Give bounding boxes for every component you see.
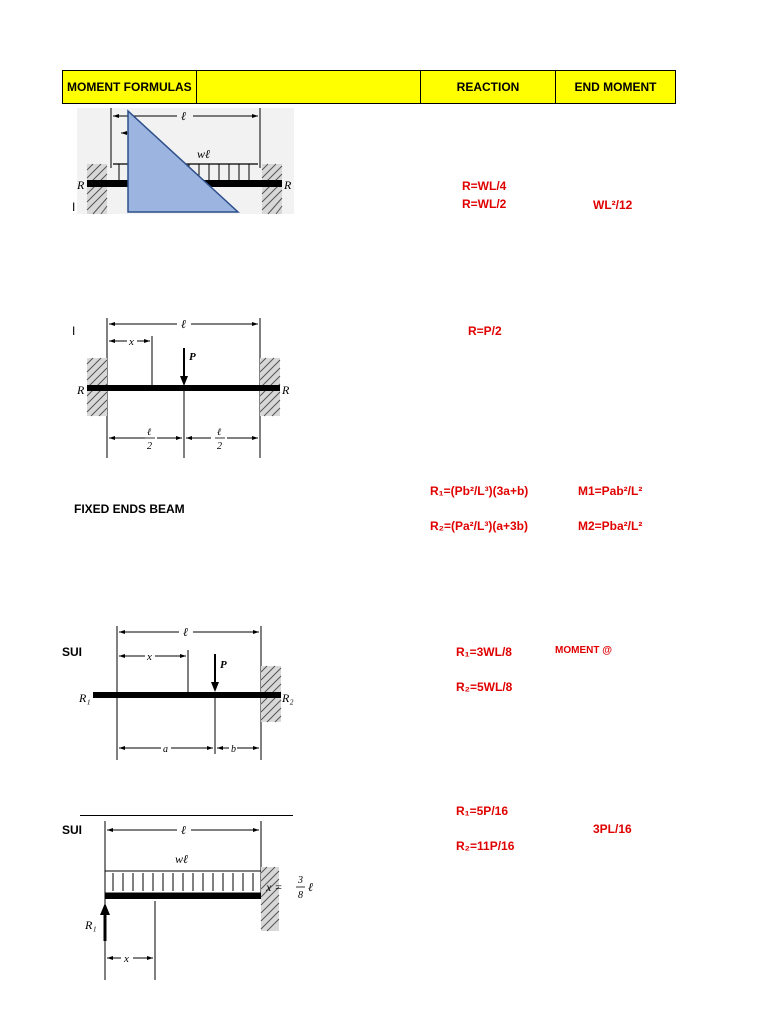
r2-label: R₂ xyxy=(282,691,294,705)
right-wall-hatch xyxy=(262,164,282,214)
fraction-numerator: 3 xyxy=(298,875,303,886)
right-wall-hatch xyxy=(261,867,279,931)
section5-r2: R₂=11P/16 xyxy=(456,839,515,853)
r1-label: R₁ xyxy=(79,691,91,705)
section2-reaction: R=P/2 xyxy=(468,324,502,338)
x-equals-label: x = xyxy=(266,880,283,894)
section5-cut-text: SUI xyxy=(62,823,83,837)
center-point-load-fixed-beam-figure xyxy=(77,314,290,458)
section2-cut-text: I xyxy=(72,324,76,338)
section3-m2: M2=Pba²/L² xyxy=(578,519,643,533)
fraction-tail: ℓ xyxy=(308,880,313,894)
section4-moment-note: MOMENT @ xyxy=(555,645,612,656)
section1-reaction-b: R=WL/2 xyxy=(462,197,507,211)
section1-cut-text: I xyxy=(72,200,76,214)
point-load-arrow xyxy=(211,682,219,692)
load-label: wℓ xyxy=(197,147,211,161)
span-label: ℓ xyxy=(183,625,188,639)
section1-reaction-a: R=WL/4 xyxy=(462,179,507,193)
fraction-denominator: 8 xyxy=(298,890,303,901)
beam xyxy=(93,692,281,698)
load-label: wℓ xyxy=(175,852,189,866)
a-label: a xyxy=(163,744,168,755)
load-label: P xyxy=(220,659,227,671)
left-reaction-label: R xyxy=(77,178,85,192)
x-label: x xyxy=(129,336,134,348)
header-reaction: REACTION xyxy=(456,80,520,94)
section5-separator xyxy=(80,815,293,816)
header-cell-end-moment xyxy=(555,70,676,104)
span-label: ℓ xyxy=(181,823,186,837)
header-cell-reaction xyxy=(420,70,556,104)
left-wall-hatch xyxy=(87,164,107,214)
half-span-den-right: 2 xyxy=(217,441,222,452)
header-cell-blank xyxy=(196,70,421,104)
section3-r2: R₂=(Pa²/L³)(a+3b) xyxy=(430,519,529,533)
half-span-num-right: ℓ xyxy=(217,427,222,438)
fixed-ends-beam-label: FIXED ENDS BEAM xyxy=(74,502,185,516)
propped-cantilever-uniform-load-figure xyxy=(77,817,317,980)
off-center-point-load-fixed-beam-figure xyxy=(77,622,294,760)
point-load-arrow xyxy=(180,376,188,386)
header-moment-formulas: MOMENT FORMULAS xyxy=(67,80,192,94)
x-label: x xyxy=(147,651,152,663)
reaction-arrow xyxy=(100,903,110,915)
r1-label: R₁ xyxy=(85,918,97,932)
right-reaction-label: R xyxy=(282,383,290,397)
span-label: ℓ xyxy=(181,109,186,123)
beam xyxy=(105,893,263,899)
x-label: x xyxy=(124,953,129,965)
section4-r1: R₁=3WL/8 xyxy=(456,645,512,659)
section4-cut-text: SUI xyxy=(62,645,83,659)
section5-moment: 3PL/16 xyxy=(593,822,632,836)
load-label: P xyxy=(189,351,196,363)
half-span-num-left: ℓ xyxy=(147,427,152,438)
section3-r1: R₁=(Pb²/L³)(3a+b) xyxy=(430,484,529,498)
b-label: b xyxy=(231,744,236,755)
uniform-load-fixed-beam-figure xyxy=(77,108,294,214)
header-cell-moment-formulas xyxy=(62,70,197,104)
section1-end-moment: WL²/12 xyxy=(593,198,633,212)
section3-m1: M1=Pab²/L² xyxy=(578,484,643,498)
left-reaction-label: R xyxy=(77,383,85,397)
span-label: ℓ xyxy=(181,317,186,331)
header-end-moment: END MOMENT xyxy=(574,80,657,94)
section5-r1: R₁=5P/16 xyxy=(456,804,508,818)
section4-r2: R₂=5WL/8 xyxy=(456,680,513,694)
right-reaction-label: R xyxy=(284,178,292,192)
half-span-den-left: 2 xyxy=(147,441,152,452)
